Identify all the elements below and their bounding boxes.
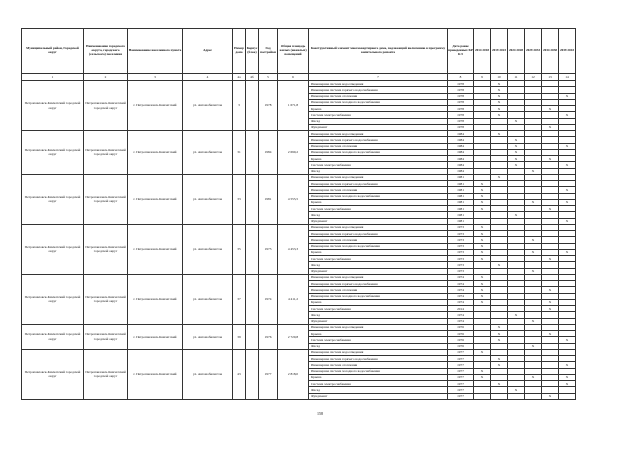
period-mark-cell bbox=[525, 393, 542, 399]
period-mark-cell bbox=[508, 393, 525, 399]
settlement-cell: Петропавловск-Камчатский городской округ bbox=[84, 274, 128, 324]
element-cell: Фундамент bbox=[309, 218, 448, 224]
repair-date-cell: 1984 bbox=[448, 156, 474, 162]
period-mark-cell: X bbox=[559, 93, 576, 99]
period-mark-cell bbox=[474, 393, 491, 399]
repair-date-cell: 1974 bbox=[448, 318, 474, 324]
element-cell: Инженерная система водоотведения bbox=[309, 274, 448, 280]
area-cell: 4 555,5 bbox=[278, 174, 309, 224]
column-number: 13 bbox=[542, 74, 559, 81]
element-cell: Фасад bbox=[309, 262, 448, 268]
header-year-built: Год постройки bbox=[259, 29, 278, 74]
element-cell: Инженерная система водоотведения bbox=[309, 174, 448, 180]
settlement-cell: Петропавловск-Камчатский городской округ bbox=[84, 224, 128, 274]
period-mark-cell: X bbox=[474, 193, 491, 199]
repair-date-cell: 1976 bbox=[448, 324, 474, 330]
repair-date-cell: 1976 bbox=[448, 343, 474, 349]
element-cell: Крыша bbox=[309, 249, 448, 255]
element-cell: Инженерная система холодного водоснабжения bbox=[309, 149, 448, 155]
header-address: Адрес bbox=[183, 29, 233, 74]
locality-cell: г. Петропавловск-Камчатский bbox=[128, 224, 183, 274]
element-cell: Инженерная система горячего водоснабжения bbox=[309, 281, 448, 287]
settlement-cell: Петропавловск-Камчатский городской округ bbox=[84, 131, 128, 175]
settlement-cell: Петропавловск-Камчатский городской округ bbox=[84, 324, 128, 349]
period-mark-cell: X bbox=[525, 249, 542, 255]
repair-date-cell: 1977 bbox=[448, 381, 474, 387]
area-cell: 2 720,8 bbox=[278, 324, 309, 349]
repair-date-cell: 1977 bbox=[448, 356, 474, 362]
column-number: 3 bbox=[128, 74, 183, 81]
repair-date-cell: 1974 bbox=[448, 287, 474, 293]
period-mark-cell: X bbox=[542, 299, 559, 305]
element-cell: Крыша bbox=[309, 331, 448, 337]
period-mark-cell: X bbox=[491, 324, 508, 330]
repair-date-cell: 2014 bbox=[448, 306, 474, 312]
building-cell bbox=[246, 324, 259, 349]
address-cell: ул. Автомобилистов bbox=[183, 349, 233, 399]
period-mark-cell: X bbox=[559, 143, 576, 149]
header-year-5: 2039 2043 bbox=[559, 29, 576, 74]
element-cell: Инженерная система холодного водоснабжения bbox=[309, 99, 448, 105]
period-mark-cell: X bbox=[474, 293, 491, 299]
building-cell bbox=[246, 81, 259, 131]
element-cell: Система электроснабжения bbox=[309, 306, 448, 312]
repair-date-cell: 1973 bbox=[448, 249, 474, 255]
element-cell: Крыша bbox=[309, 299, 448, 305]
house-number-cell: 33 bbox=[233, 174, 246, 224]
repair-date-cell: 1977 bbox=[448, 387, 474, 393]
period-mark-cell: X bbox=[491, 381, 508, 387]
area-cell: 2 690,2 bbox=[278, 131, 309, 175]
district-cell: Петропавловск-Камчатский городской округ bbox=[22, 349, 84, 399]
period-mark-cell: X bbox=[474, 224, 491, 230]
period-mark-cell: X bbox=[508, 212, 525, 218]
period-mark-cell: X bbox=[559, 112, 576, 118]
column-number: 4б bbox=[246, 74, 259, 81]
house-number-cell: 39 bbox=[233, 324, 246, 349]
settlement-cell: Петропавловск-Камчатский городской округ bbox=[84, 349, 128, 399]
period-mark-cell: X bbox=[508, 312, 525, 318]
period-mark-cell: X bbox=[474, 243, 491, 249]
period-mark-cell: X bbox=[491, 362, 508, 368]
address-cell: ул. Автомобилистов bbox=[183, 174, 233, 224]
element-cell: Фундамент bbox=[309, 318, 448, 324]
repair-date-cell: 1978 bbox=[448, 124, 474, 130]
period-mark-cell: X bbox=[525, 374, 542, 380]
year-built-cell: 1978 bbox=[259, 81, 278, 131]
district-cell: Петропавловск-Камчатский городской округ bbox=[22, 131, 84, 175]
header-year-4: 2034 2038 bbox=[542, 29, 559, 74]
element-cell: Крыша bbox=[309, 106, 448, 112]
period-mark-cell: X bbox=[491, 93, 508, 99]
repair-date-cell: 1974 bbox=[448, 312, 474, 318]
period-mark-cell: X bbox=[542, 306, 559, 312]
element-cell: Инженерная система горячего водоснабжения bbox=[309, 356, 448, 362]
period-mark-cell: X bbox=[474, 237, 491, 243]
element-cell: Крыша bbox=[309, 374, 448, 380]
element-cell: Инженерная система горячего водоснабжения bbox=[309, 137, 448, 143]
element-cell: Инженерная система отопления bbox=[309, 287, 448, 293]
period-mark-cell: X bbox=[491, 337, 508, 343]
period-mark-cell: X bbox=[491, 131, 508, 137]
period-mark-cell: X bbox=[559, 374, 576, 380]
repair-date-cell: 1984 bbox=[448, 137, 474, 143]
repair-date-cell: 1973 bbox=[448, 231, 474, 237]
repair-date-cell: 1984 bbox=[448, 168, 474, 174]
element-cell: Крыша bbox=[309, 199, 448, 205]
element-cell: Инженерная система отопления bbox=[309, 93, 448, 99]
column-number: 12 bbox=[525, 74, 542, 81]
element-cell: Система электроснабжения bbox=[309, 337, 448, 343]
repair-date-cell: 1974 bbox=[448, 274, 474, 280]
period-mark-cell: X bbox=[474, 181, 491, 187]
period-mark-cell: X bbox=[474, 287, 491, 293]
period-mark-cell bbox=[491, 393, 508, 399]
element-cell: Инженерная система отопления bbox=[309, 187, 448, 193]
period-mark-cell: X bbox=[542, 124, 559, 130]
element-cell: Фасад bbox=[309, 343, 448, 349]
locality-cell: г. Петропавловск-Камчатский bbox=[128, 81, 183, 131]
column-number: 8 bbox=[448, 74, 474, 81]
header-settlement: Наименование городского округа, городского (сельского) поселения bbox=[84, 29, 128, 74]
locality-cell: г. Петропавловск-Камчатский bbox=[128, 324, 183, 349]
period-mark-cell: X bbox=[491, 87, 508, 93]
header-element: Конструктивный элемент многоквартирного дома, подлежащий включению в программу капитального ремонта bbox=[309, 29, 448, 74]
period-mark-cell: X bbox=[542, 106, 559, 112]
year-built-cell: 1976 bbox=[259, 324, 278, 349]
element-cell: Система электроснабжения bbox=[309, 381, 448, 387]
header-district: Муниципальный район, Городской округ bbox=[22, 29, 84, 74]
locality-cell: г. Петропавловск-Камчатский bbox=[128, 274, 183, 324]
repair-date-cell: 1977 bbox=[448, 362, 474, 368]
element-cell: Фундамент bbox=[309, 124, 448, 130]
settlement-cell: Петропавловск-Камчатский городской округ bbox=[84, 81, 128, 131]
element-cell: Инженерная система водоотведения bbox=[309, 81, 448, 87]
period-mark-cell: X bbox=[525, 318, 542, 324]
element-cell: Фундамент bbox=[309, 393, 448, 399]
repair-date-cell: 1978 bbox=[448, 81, 474, 87]
column-number: 4а bbox=[233, 74, 246, 81]
repair-date-cell: 1981 bbox=[448, 174, 474, 180]
header-year-3: 2029 2033 bbox=[525, 29, 542, 74]
period-mark-cell: X bbox=[559, 187, 576, 193]
column-number-row bbox=[22, 74, 576, 81]
district-cell: Петропавловск-Камчатский городской округ bbox=[22, 274, 84, 324]
element-cell: Система электроснабжения bbox=[309, 256, 448, 262]
element-cell: Инженерная система холодного водоснабжения bbox=[309, 368, 448, 374]
repair-date-cell: 1977 bbox=[448, 368, 474, 374]
repair-date-cell: 1981 bbox=[448, 199, 474, 205]
repair-date-cell: 1978 bbox=[448, 87, 474, 93]
repair-date-cell: 1978 bbox=[448, 112, 474, 118]
period-mark-cell: X bbox=[559, 162, 576, 168]
period-mark-cell: X bbox=[508, 143, 525, 149]
period-mark-cell: X bbox=[474, 249, 491, 255]
period-mark-cell: X bbox=[474, 199, 491, 205]
house-number-cell: 43 bbox=[233, 349, 246, 399]
column-number: 11 bbox=[508, 74, 525, 81]
element-cell: Инженерная система холодного водоснабжения bbox=[309, 193, 448, 199]
repair-date-cell: 1981 bbox=[448, 181, 474, 187]
period-mark-cell: X bbox=[508, 162, 525, 168]
element-cell: Инженерная система водоотведения bbox=[309, 224, 448, 230]
district-cell: Петропавловск-Камчатский городской округ bbox=[22, 174, 84, 224]
header-locality: Наименование населенного пункта bbox=[128, 29, 183, 74]
year-built-cell: 1977 bbox=[259, 349, 278, 399]
year-built-cell: 1973 bbox=[259, 224, 278, 274]
repair-date-cell: 1974 bbox=[448, 299, 474, 305]
repair-date-cell: 1976 bbox=[448, 331, 474, 337]
repair-date-cell: 1984 bbox=[448, 162, 474, 168]
repair-date-cell: 1977 bbox=[448, 393, 474, 399]
period-mark-cell: X bbox=[508, 156, 525, 162]
period-mark-cell: X bbox=[474, 281, 491, 287]
district-cell: Петропавловск-Камчатский городской округ bbox=[22, 81, 84, 131]
period-mark-cell: X bbox=[474, 274, 491, 280]
period-mark-cell: X bbox=[508, 387, 525, 393]
address-cell: ул. Автомобилистов bbox=[183, 274, 233, 324]
house-number-cell: 3 bbox=[233, 81, 246, 131]
element-cell: Инженерная система холодного водоснабжения bbox=[309, 243, 448, 249]
period-mark-cell: X bbox=[491, 331, 508, 337]
element-cell: Инженерная система холодного водоснабжения bbox=[309, 293, 448, 299]
address-cell: ул. Автомобилистов bbox=[183, 81, 233, 131]
column-number: 6 bbox=[278, 74, 309, 81]
building-cell bbox=[246, 224, 259, 274]
period-mark-cell: X bbox=[559, 381, 576, 387]
period-mark-cell: X bbox=[559, 218, 576, 224]
area-cell: 4 453,3 bbox=[278, 224, 309, 274]
period-mark-cell: X bbox=[559, 362, 576, 368]
area-cell: 4 411,2 bbox=[278, 274, 309, 324]
column-number: 4 bbox=[183, 74, 233, 81]
repair-date-cell: 1973 bbox=[448, 268, 474, 274]
column-number: 14 bbox=[559, 74, 576, 81]
building-cell bbox=[246, 349, 259, 399]
district-cell: Петропавловск-Камчатский городской округ bbox=[22, 324, 84, 349]
table-body bbox=[22, 81, 576, 400]
column-number: 2 bbox=[84, 74, 128, 81]
building-cell bbox=[246, 274, 259, 324]
column-number: 5 bbox=[259, 74, 278, 81]
period-mark-cell: X bbox=[559, 199, 576, 205]
period-mark-cell: X bbox=[491, 112, 508, 118]
repair-date-cell: 1977 bbox=[448, 374, 474, 380]
repair-date-cell: 1984 bbox=[448, 149, 474, 155]
repair-date-cell: 1978 bbox=[448, 118, 474, 124]
house-number-cell: 31 bbox=[233, 131, 246, 175]
locality-cell: г. Петропавловск-Камчатский bbox=[128, 349, 183, 399]
element-cell: Крыша bbox=[309, 156, 448, 162]
period-mark-cell: X bbox=[474, 206, 491, 212]
area-cell: 2 818,0 bbox=[278, 349, 309, 399]
column-number: 7 bbox=[309, 74, 448, 81]
period-mark-cell: X bbox=[542, 331, 559, 337]
element-cell: Инженерная система отопления bbox=[309, 237, 448, 243]
element-cell: Инженерная система водоотведения bbox=[309, 324, 448, 330]
period-mark-cell: X bbox=[474, 256, 491, 262]
period-mark-cell bbox=[559, 393, 576, 399]
element-cell: Система электроснабжения bbox=[309, 206, 448, 212]
repair-date-cell: 1977 bbox=[448, 349, 474, 355]
element-cell: Фасад bbox=[309, 118, 448, 124]
period-mark-cell: X bbox=[559, 337, 576, 343]
repair-date-cell: 1974 bbox=[448, 281, 474, 287]
repair-date-cell: 1973 bbox=[448, 262, 474, 268]
repair-date-cell: 1981 bbox=[448, 206, 474, 212]
year-built-cell: 1974 bbox=[259, 274, 278, 324]
house-number-cell: 37 bbox=[233, 274, 246, 324]
address-cell: ул. Автомобилистов bbox=[183, 224, 233, 274]
period-mark-cell: X bbox=[525, 343, 542, 349]
period-mark-cell: X bbox=[508, 118, 525, 124]
period-mark-cell: X bbox=[491, 106, 508, 112]
header-inclusion-date: Дата ранее проведенных КР КЭ bbox=[448, 29, 474, 74]
element-cell: Инженерная система горячего водоснабжения bbox=[309, 181, 448, 187]
element-cell: Инженерная система горячего водоснабжения bbox=[309, 231, 448, 237]
table-header bbox=[22, 29, 576, 81]
period-mark-cell: X bbox=[474, 368, 491, 374]
period-mark-cell: X bbox=[474, 187, 491, 193]
column-number: 1 bbox=[22, 74, 84, 81]
header-house-no: Номер дома bbox=[233, 29, 246, 74]
element-cell: Фасад bbox=[309, 312, 448, 318]
element-cell: Фасад bbox=[309, 387, 448, 393]
repair-date-cell: 1976 bbox=[448, 337, 474, 343]
repair-date-cell: 1973 bbox=[448, 224, 474, 230]
element-cell: Инженерная система горячего водоснабжения bbox=[309, 87, 448, 93]
period-mark-cell: X bbox=[474, 299, 491, 305]
repair-date-cell: 1978 bbox=[448, 106, 474, 112]
element-cell: Система электроснабжения bbox=[309, 162, 448, 168]
building-cell bbox=[246, 131, 259, 175]
repair-date-cell: 1973 bbox=[448, 256, 474, 262]
period-mark-cell: X bbox=[542, 287, 559, 293]
element-cell: Инженерная система отопления bbox=[309, 362, 448, 368]
page-number: 158 bbox=[317, 411, 323, 416]
period-mark-cell: X bbox=[491, 356, 508, 362]
period-mark-cell: X bbox=[542, 393, 559, 399]
locality-cell: г. Петропавловск-Камчатский bbox=[128, 174, 183, 224]
repair-date-cell: 1981 bbox=[448, 212, 474, 218]
period-mark-cell: X bbox=[542, 256, 559, 262]
house-number-cell: 35 bbox=[233, 224, 246, 274]
capital-repair-table bbox=[21, 28, 576, 400]
element-cell: Инженерная система отопления bbox=[309, 143, 448, 149]
document-page bbox=[21, 28, 576, 400]
settlement-cell: Петропавловск-Камчатский городской округ bbox=[84, 174, 128, 224]
period-mark-cell: X bbox=[491, 262, 508, 268]
column-number: 9 bbox=[474, 74, 491, 81]
period-mark-cell: X bbox=[542, 206, 559, 212]
address-cell: ул. Автомобилистов bbox=[183, 324, 233, 349]
area-cell: 1 671,8 bbox=[278, 81, 309, 131]
period-mark-cell: X bbox=[525, 199, 542, 205]
element-cell: Фасад bbox=[309, 168, 448, 174]
building-cell bbox=[246, 174, 259, 224]
period-mark-cell: X bbox=[491, 174, 508, 180]
period-mark-cell: X bbox=[525, 268, 542, 274]
column-number: 10 bbox=[491, 74, 508, 81]
repair-date-cell: 1973 bbox=[448, 243, 474, 249]
address-cell: ул. Автомобилистов bbox=[183, 131, 233, 175]
period-mark-cell: X bbox=[559, 249, 576, 255]
year-built-cell: 1984 bbox=[259, 131, 278, 175]
repair-date-cell: 1984 bbox=[448, 143, 474, 149]
header-year-2: 2024 2028 bbox=[508, 29, 525, 74]
period-mark-cell: X bbox=[474, 231, 491, 237]
element-cell: Инженерная система водоотведения bbox=[309, 131, 448, 137]
period-mark-cell: X bbox=[508, 149, 525, 155]
period-mark-cell: X bbox=[491, 99, 508, 105]
period-mark-cell: X bbox=[474, 374, 491, 380]
period-mark-cell: X bbox=[542, 156, 559, 162]
period-mark-cell: X bbox=[525, 168, 542, 174]
repair-date-cell: 1978 bbox=[448, 99, 474, 105]
element-cell: Фасад bbox=[309, 212, 448, 218]
period-mark-cell: X bbox=[525, 237, 542, 243]
repair-date-cell: 1974 bbox=[448, 293, 474, 299]
period-mark-cell: X bbox=[508, 137, 525, 143]
header-area: Общая площадь жилых (нежилых) помещений bbox=[278, 29, 309, 74]
header-building: Корпус (блок) bbox=[246, 29, 259, 74]
period-mark-cell: X bbox=[474, 349, 491, 355]
district-cell: Петропавловск-Камчатский городской округ bbox=[22, 224, 84, 274]
element-cell: Инженерная система водоотведения bbox=[309, 349, 448, 355]
repair-date-cell: 1981 bbox=[448, 187, 474, 193]
period-mark-cell: X bbox=[491, 81, 508, 87]
locality-cell: г. Петропавловск-Камчатский bbox=[128, 131, 183, 175]
header-year-0: 2014 2018 bbox=[474, 29, 491, 74]
element-cell: Система электроснабжения bbox=[309, 112, 448, 118]
element-cell: Фундамент bbox=[309, 268, 448, 274]
year-built-cell: 1981 bbox=[259, 174, 278, 224]
header-year-1: 2019 2023 bbox=[491, 29, 508, 74]
repair-date-cell: 1981 bbox=[448, 218, 474, 224]
repair-date-cell: 1981 bbox=[448, 193, 474, 199]
repair-date-cell: 1973 bbox=[448, 237, 474, 243]
repair-date-cell: 1978 bbox=[448, 93, 474, 99]
repair-date-cell: 1984 bbox=[448, 131, 474, 137]
